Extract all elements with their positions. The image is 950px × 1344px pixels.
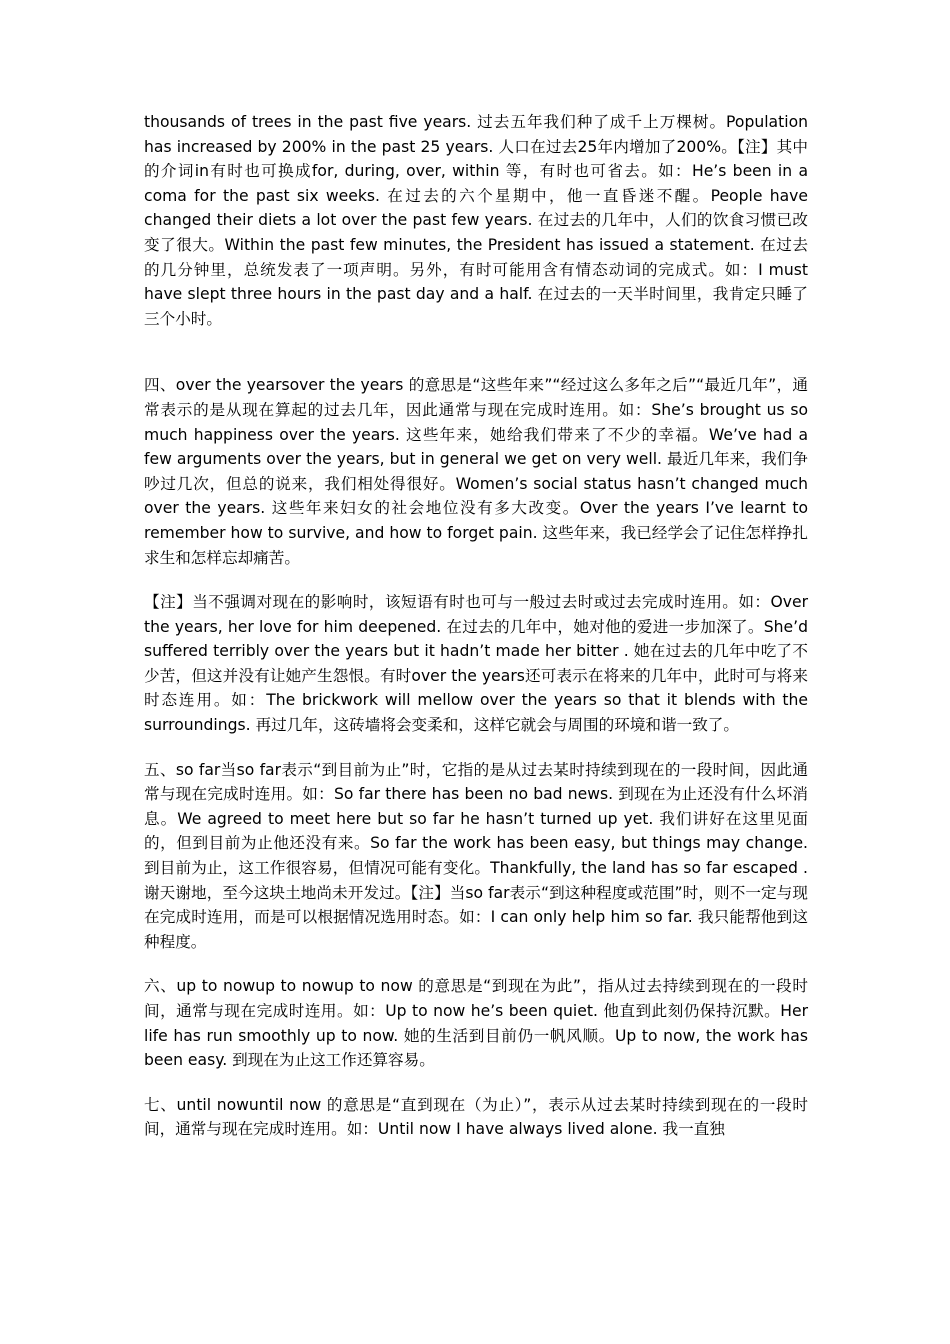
paragraph-spacer xyxy=(144,331,808,373)
paragraph-over-the-years: 四、over the yearsover the years 的意思是“这些年来”“经过这么多年之后”“最近几年”，通常表示的是从现在算起的过去几年，因此通常与现在完成时连用。如：She’s brought us so much happiness over the years. 这些年来，她给我们带来了不少的幸福。We’ve had a few arguments over the years, but in general we get on very well. 最近几年来，我们争吵过几次，但总的说来，我们相处得很好。Women’s social status hasn’t changed much over the years. 这些年来妇女的社会地位没有多大改变。Over the years I’ve learnt to remember how to survive, and how to forget pain. 这些年来，我已经学会了记住怎样挣扎求生和怎样忘却痛苦。 xyxy=(144,376,808,567)
paragraph-spacer xyxy=(144,954,808,974)
paragraph-spacer xyxy=(144,1073,808,1093)
paragraph-until-now: 七、until nowuntil now 的意思是“直到现在（为止）”，表示从过去某时持续到现在的一段时间，通常与现在完成时连用。如：Until now I have always lived alone. 我一直独 xyxy=(144,1095,808,1139)
paragraph-up-to-now: 六、up to nowup to nowup to now 的意思是“到现在为此”，指从过去持续到现在的一段时间，通常与现在完成时连用。如：Up to now he’s been quiet. 他直到此刻仍保持沉默。Her life has run smoothly up to now. 她的生活到目前仍一帆风顺。Up to now, the work has been easy. 到现在为止这工作还算容易。 xyxy=(144,977,808,1070)
paragraph-in-the-past: thousands of trees in the past five years. 过去五年我们种了成千上万棵树。Population has increased by 200% in the past 25 years. 人口在过去25年内增加了200%。【注】其中的介词in有时也可换成for, during, over, within 等，有时也可省去。如：He’s been in a coma for the past six weeks. 在过去的六个星期中，他一直昏迷不醒。People have changed their diets a lot over the past few years. 在过去的几年中，人们的饮食习惯已改变了很大。Within the past few minutes, the President has issued a statement. 在过去的几分钟里，总统发表了一项声明。另外，有时可能用含有情态动词的完成式。如：I must have slept three hours in the past day and a half. 在过去的一天半时间里，我肯定只睡了三个小时。 xyxy=(144,113,808,328)
document-page xyxy=(144,110,808,1142)
paragraph-spacer xyxy=(144,738,808,758)
paragraph-spacer xyxy=(144,570,808,590)
paragraph-over-the-years-note: 【注】当不强调对现在的影响时，该短语有时也可与一般过去时或过去完成时连用。如：Over the years, her love for him deepened. 在过去的几年中，她对他的爱进一步加深了。She’d suffered terribly over the years but it hadn’t made her bitter . 她在过去的几年中吃了不少苦，但这并没有让她产生怨恨。有时over the years还可表示在将来的几年中，此时可与将来时态连用。如：The brickwork will mellow over the years so that it blends with the surroundings. 再过几年，这砖墙将会变柔和，这样它就会与周围的环境和谐一致了。 xyxy=(144,593,808,735)
paragraph-so-far: 五、so far当so far表示“到目前为止”时，它指的是从过去某时持续到现在的一段时间，因此通常与现在完成时连用。如：So far there has been no bad news. 到现在为止还没有什么坏消息。We agreed to meet here but so far he hasn’t turned up yet. 我们讲好在这里见面的，但到目前为止他还没有来。So far the work has been easy, but things may change. 到目前为止，这工作很容易，但情况可能有变化。Thankfully, the land has so far escaped . 谢天谢地，至今这块土地尚未开发过。【注】当so far表示“到这种程度或范围”时，则不一定与现在完成时连用，而是可以根据情况选用时态。如：I can only help him so far. 我只能帮他到这种程度。 xyxy=(144,760,808,951)
